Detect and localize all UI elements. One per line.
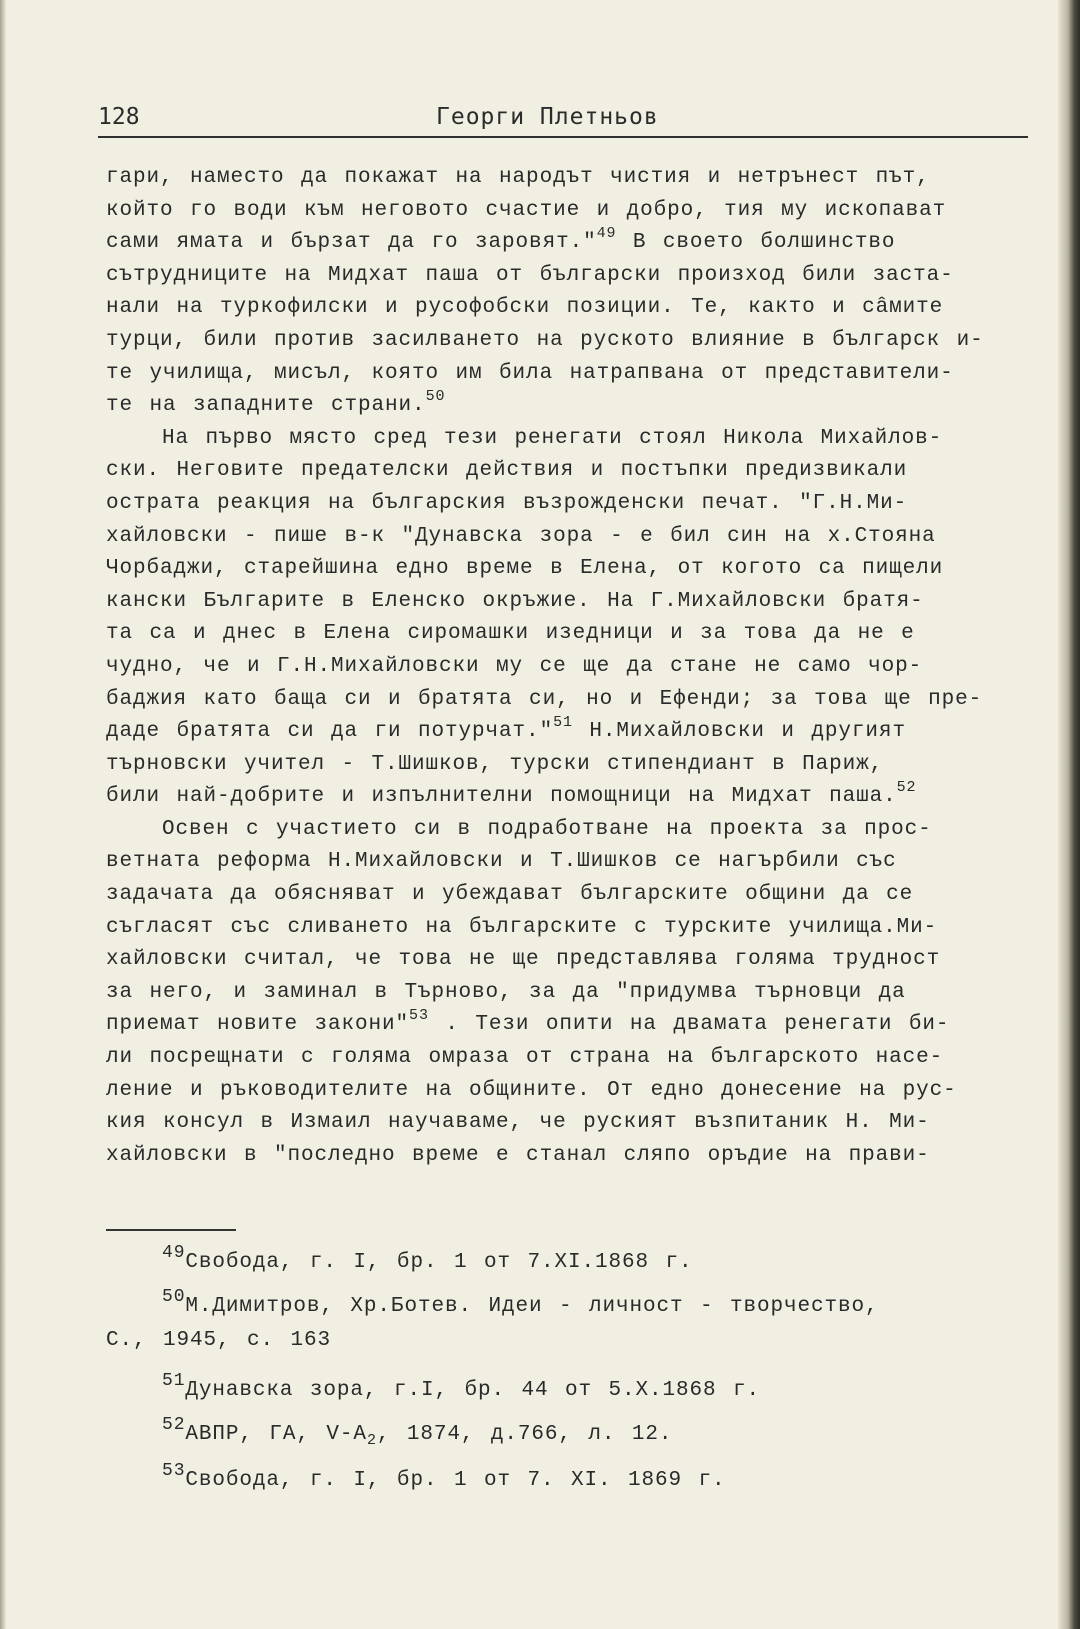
footnote-item [106, 1371, 760, 1408]
text-line-content: даде братята си да ги потурчат." [106, 720, 554, 744]
footnote-continuation: С., 1945, с. 163 [106, 1329, 332, 1352]
text-line [106, 521, 1046, 554]
page-left-edge [0, 0, 6, 1629]
text-line-content: турци, били против засилването на руското влияние в българск и- [106, 328, 984, 352]
text-line [106, 423, 1046, 456]
text-line-content: хайловски - пише в-к "Дунавска зора - е бил син на х.Стояна [106, 524, 936, 548]
text-line [106, 162, 1046, 195]
text-line-content: който го води към неговото счастие и добро, тия му ископават [106, 198, 947, 222]
footnote-item [106, 1415, 673, 1458]
footnote-text: АВПР, ГА, V-А [185, 1423, 367, 1446]
footnote-number: 53 [162, 1461, 186, 1481]
text-line [106, 1042, 1046, 1075]
footnote-item [106, 1461, 726, 1498]
text-line-content: Н.Михайловски и другият [572, 720, 906, 744]
footnote-item [106, 1287, 879, 1358]
text-line-content: търновски учител - Т.Шишков, турски стипендиант в Париж, [106, 752, 884, 776]
text-line-content: те на западните страни. [106, 394, 426, 418]
footnote-reference[interactable]: 49 [596, 225, 617, 243]
text-line [106, 358, 1046, 391]
text-line [106, 390, 1046, 423]
footnote-text: Свобода, г. I, бр. 1 от 7. XI. 1869 г. [185, 1469, 726, 1492]
footnote-subscript: 2 [366, 1432, 377, 1450]
text-line [106, 749, 1046, 782]
text-line [106, 227, 1046, 260]
text-line-content: острата реакция на българския възрожденски печат. "Г.Н.Ми- [106, 491, 908, 515]
footnote-number: 49 [162, 1243, 186, 1263]
text-line [106, 781, 1046, 814]
footnote-number: 52 [162, 1415, 186, 1435]
footnote-text: , 1874, д.766, л. 12. [376, 1423, 673, 1446]
text-line [106, 977, 1046, 1010]
text-line [106, 684, 1046, 717]
footnote-reference[interactable]: 52 [896, 779, 917, 797]
text-line [106, 944, 1046, 977]
text-line [106, 1009, 1046, 1042]
text-line-content: съгласят със сливането на българските с турските училища.Ми- [106, 915, 938, 939]
footnote-reference[interactable]: 50 [425, 388, 446, 406]
text-line [106, 455, 1046, 488]
footnote-number: 51 [162, 1371, 186, 1391]
text-line [106, 618, 1046, 651]
footnote-text: Дунавска зора, г.I, бр. 44 от 5.X.1868 г. [185, 1379, 760, 1402]
page-binding-shadow [1058, 0, 1080, 1629]
page-number: 128 [98, 104, 140, 130]
text-line-content: ветната реформа Н.Михайловски и Т.Шишков се нагърбили със [106, 850, 897, 874]
text-line-content: за него, и заминал в Търново, за да "придумва търновци да [106, 980, 906, 1004]
text-line [106, 325, 1046, 358]
text-line-content: задачата да обясняват и убеждават българските общини да се [106, 883, 914, 907]
text-line [106, 912, 1046, 945]
text-line [106, 1140, 1046, 1173]
text-line-content: ли посрещнати с голяма омраза от страна на българското насе- [106, 1046, 944, 1070]
text-line-content: кия консул в Измаил научаваме, че руският възпитаник Н. Ми- [106, 1111, 930, 1135]
footnote-text: М.Димитров, Хр.Ботев. Идеи - личност - творчество, [185, 1295, 879, 1318]
footnote-item [106, 1243, 693, 1280]
footnote-text: Свобода, г. I, бр. 1 от 7.XI.1868 г. [185, 1251, 693, 1274]
text-line-content: та са и днес в Елена сиромашки изедници и за това да не е [106, 622, 915, 646]
text-line-content: хайловски считал, че това не ще представлява голяма трудност [106, 948, 941, 972]
text-line-content: ление и ръководителите на общините. От едно донесение на рус- [106, 1078, 957, 1102]
footnote-reference[interactable]: 51 [553, 714, 573, 732]
text-line [106, 260, 1046, 293]
footnote-number: 50 [162, 1287, 186, 1307]
text-line [106, 814, 1046, 847]
footnote-reference[interactable]: 53 [409, 1007, 429, 1025]
text-line [106, 651, 1046, 684]
text-line-content: сътрудниците на Мидхат паша от български произход били заста- [106, 263, 954, 287]
text-line-content: На първо място сред тези ренегати стоял Никола Михайлов- [162, 426, 943, 450]
text-line [106, 292, 1046, 325]
text-line-content: приемат новите закони" [106, 1013, 410, 1037]
text-line-content: нали на туркофилски и русофобски позиции. Те, както и сâмите [106, 296, 944, 320]
text-line-content: чудно, че и Г.Н.Михайловски му се ще да стане не само чор- [106, 654, 923, 678]
text-line [106, 716, 1046, 749]
text-line [106, 1075, 1046, 1108]
text-line [106, 879, 1046, 912]
text-line [106, 846, 1046, 879]
text-line-content: сами ямата и бързат да го заровят." [106, 231, 597, 255]
page-header [98, 104, 1028, 138]
text-line [106, 1107, 1046, 1140]
text-line-content: В своето болшинство [616, 231, 896, 255]
text-line [106, 553, 1046, 586]
text-line-content: . Тези опити на двамата ренегати би- [428, 1013, 950, 1037]
text-line [106, 488, 1046, 521]
text-line-content: ски. Неговите предателски действия и постъпки предизвикали [106, 459, 908, 483]
text-line-content: били най-добрите и изпълнителни помощници на Мидхат паша. [106, 785, 897, 809]
footnote-separator [106, 1229, 236, 1231]
text-line-content: баджия като баща си и братята си, но и Ефенди; за това ще пре- [106, 687, 983, 711]
text-line-content: Освен с участието си в подработване на проекта за прос- [162, 817, 932, 841]
text-line [106, 586, 1046, 619]
text-line-content: хайловски в "последно време е станал сляпо оръдие на прави- [106, 1143, 930, 1167]
running-title: Георги Плетньов [436, 104, 659, 130]
text-line-content: Чорбаджи, старейшина едно време в Елена, от когото са пищели [106, 557, 944, 581]
text-line-content: кански Българите в Еленско окръжие. На Г.Михайловски братя- [106, 589, 924, 613]
text-line-content: те училища, мисъл, която им била натрапвана от представители- [106, 361, 954, 385]
text-line-content: гари, наместо да покажат на народът чистия и нетрънест път, [106, 166, 930, 189]
text-line [106, 195, 1046, 228]
main-text [106, 162, 1046, 1172]
